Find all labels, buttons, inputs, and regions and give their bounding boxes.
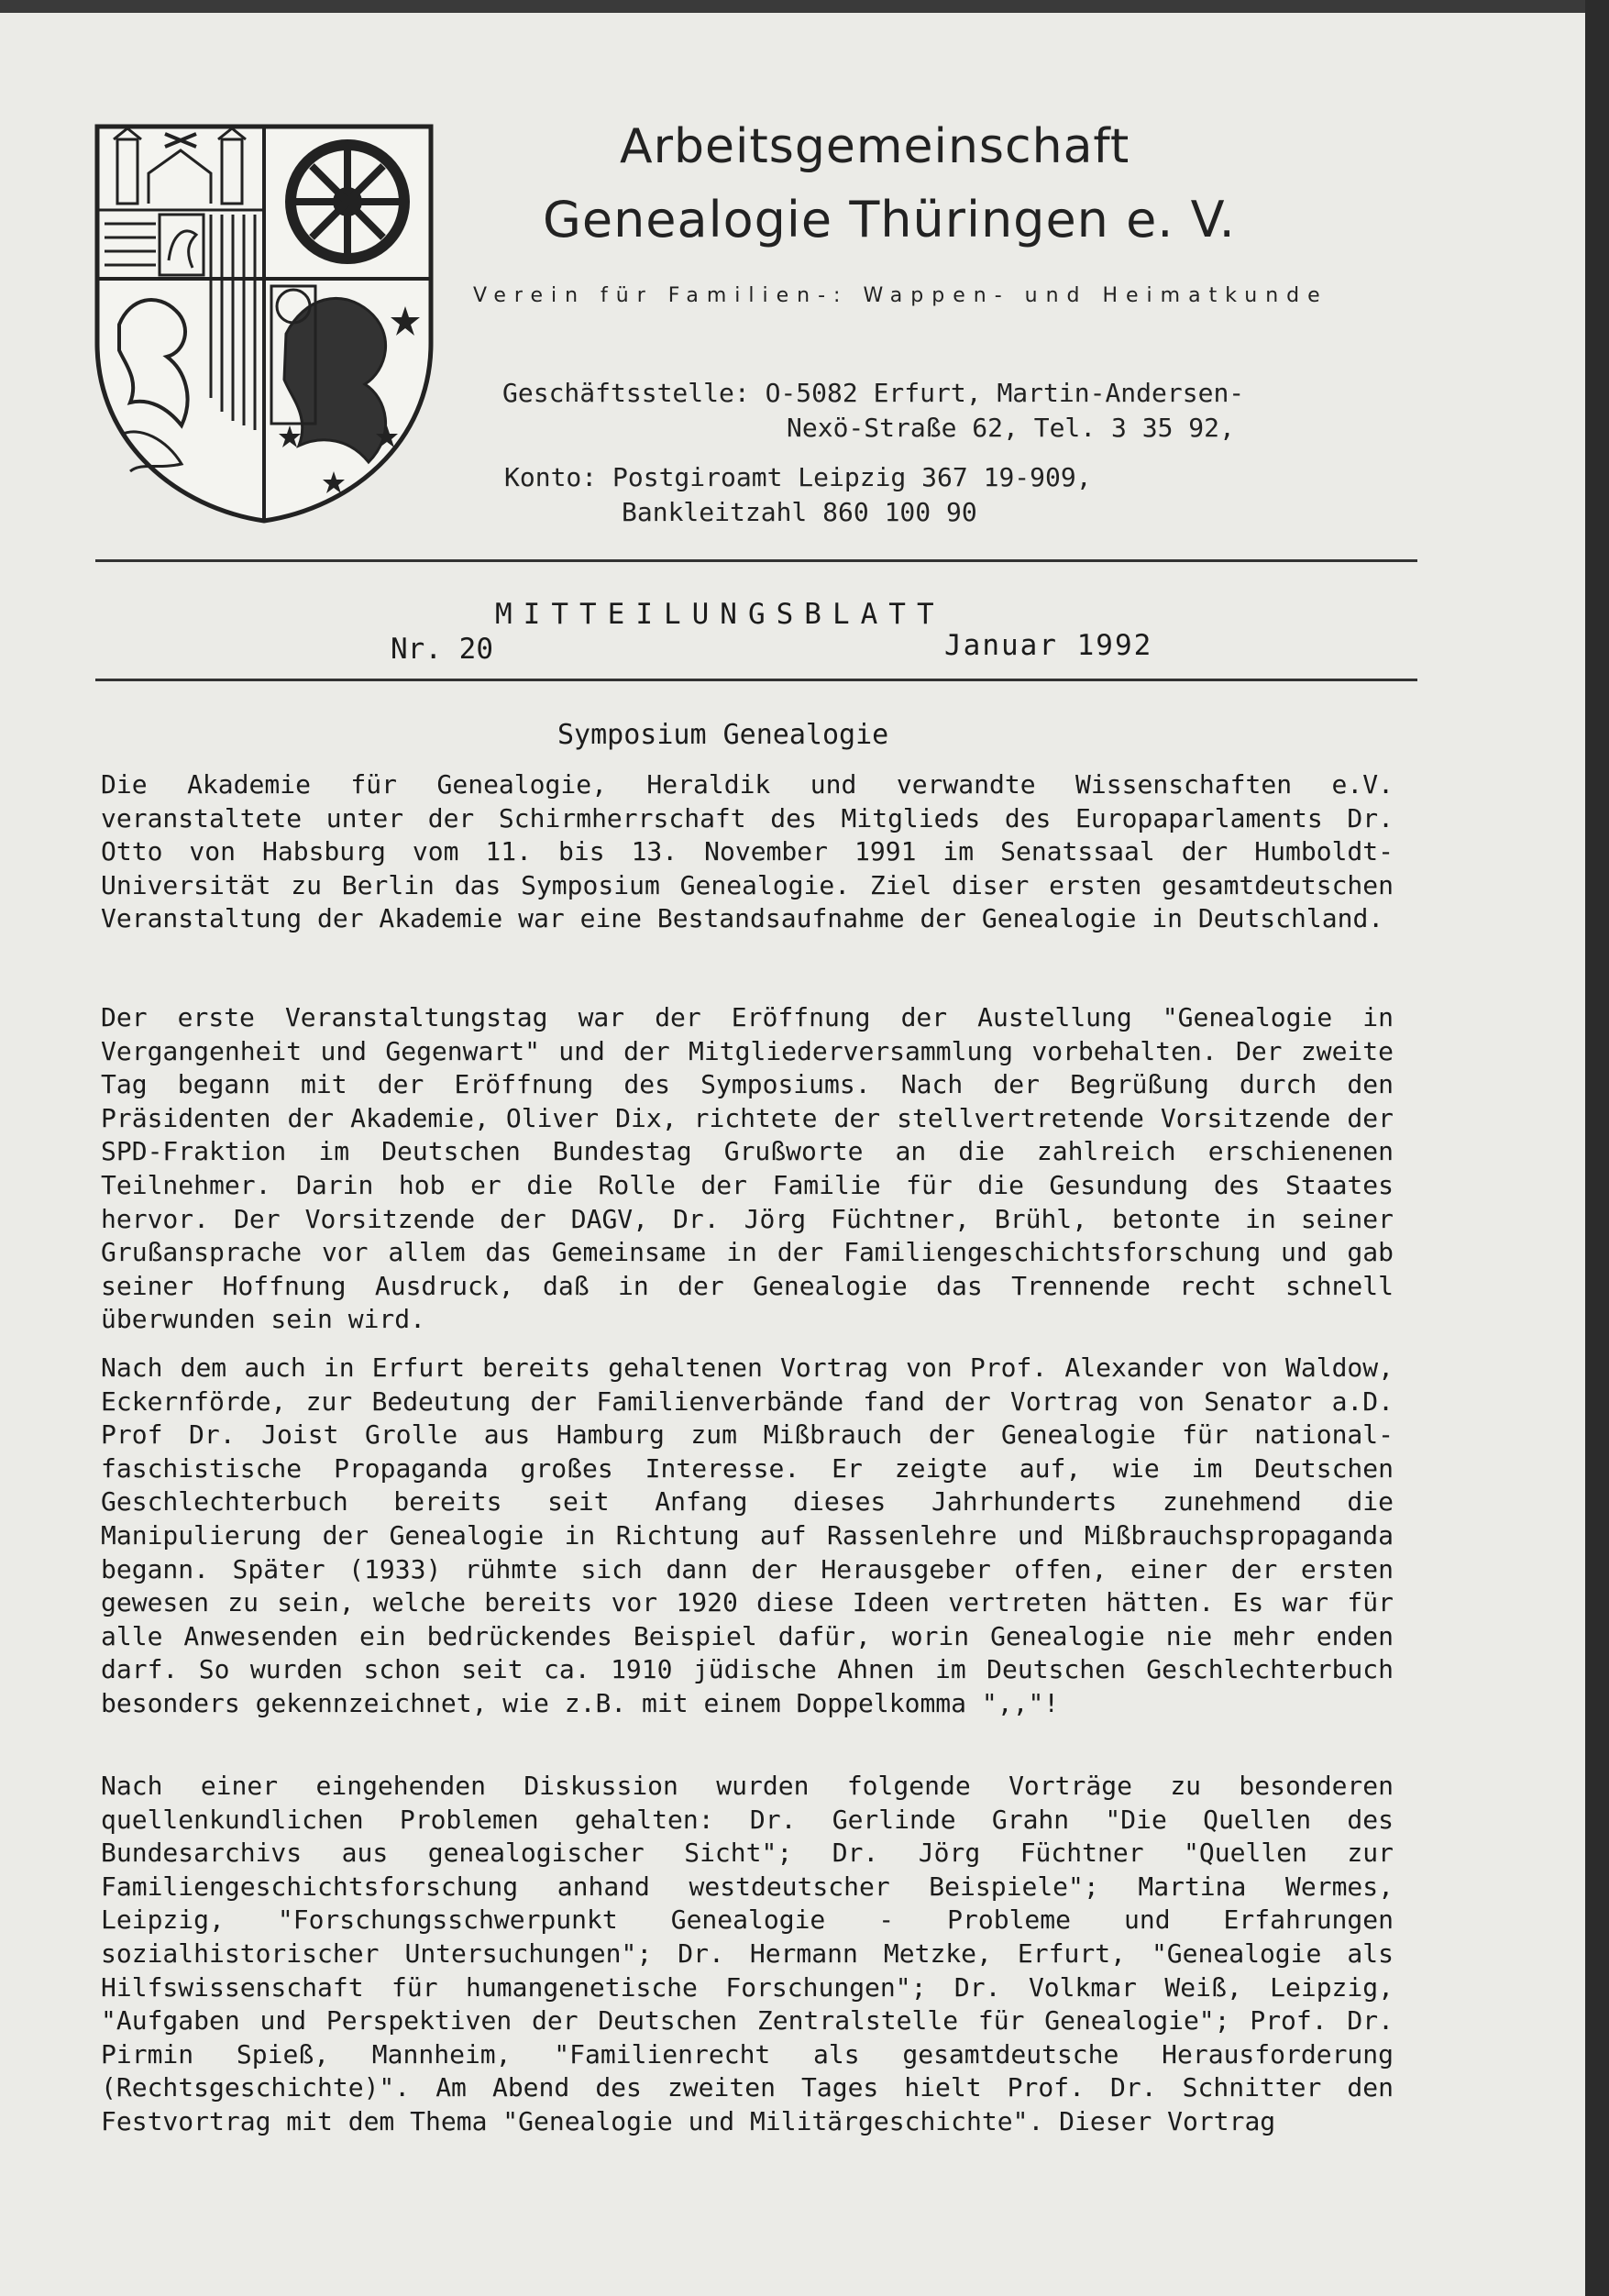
article-paragraph-3: Nach dem auch in Erfurt bereits gehaltenen Vortrag von Prof. Alexander von Waldow, Eckernförde, zur Bedeutung der Familienverbände fand der Vortrag von Senator a.D. Prof Dr. Joist Grolle aus Hamburg zum Mißbrauch der Genealogie für national-faschistische Propaganda großes Interesse. Er zeigte auf, wie im Deutschen Geschlechterbuch bereits seit Anfang dieses Jahrhunderts zunehmend die Manipulierung der Genealogie in Richtung auf Rassenlehre und Mißbrauchspropaganda begann. Später (1933) rühmte sich dann der Herausgeber offen, einer der ersten gewesen zu sein, welche bereits vor 1920 diese Ideen vertreten hätten. Es war für alle Anwesenden ein bedrückendes Beispiel dafür, worin Genealogie nie mehr enden darf. So wurden schon seit ca. 1910 jüdische Ahnen im Deutschen Geschlechterbuch besonders gekennzeichnet, wie z.B. mit einem Doppelkomma ",,"!: [101, 1352, 1394, 1718]
org-tagline: Verein für Familien-: Wappen- und Heimatkunde: [473, 284, 1328, 307]
thuringia-coat-of-arms-icon: [94, 123, 435, 524]
article-paragraph-2: Der erste Veranstaltungstag war der Eröffnung der Austellung "Genealogie in Vergangenheit und Gegenwart" und der Mitgliederversammlung vorbehalten. Der zweite Tag begann mit der Eröffnung des Symposiums. Nach der Begrüßung durch den Präsidenten der Akademie, Oliver Dix, richtete der stellvertretende Vorsitzende der SPD-Fraktion im Deutschen Bundestag Grußworte an die zahlreich erschienenen Teilnehmer. Darin hob er die Rolle der Familie für die Gesundung des Staates hervor. Der Vorsitzende der DAGV, Dr. Jörg Füchtner, Brühl, betonte in seiner Grußansprache vor allem das Gemeinsame in der Familiengeschichtsforschung und gab seiner Hoffnung Ausdruck, daß in der Genealogie das Trennende recht schnell überwunden sein wird.: [101, 1002, 1394, 1335]
org-name-line2: Genealogie Thüringen e. V.: [543, 191, 1236, 248]
issue-date: Januar 1992: [944, 629, 1153, 662]
header-divider: [95, 559, 1417, 562]
article-paragraph-4: Nach einer eingehenden Diskussion wurden folgende Vorträge zu besonderen quellenkundlichen Problemen gehalten: Dr. Gerlinde Grahn "Die Quellen des Bundesarchivs aus genealogischer Sicht"; Dr. Jörg Füchtner "Quellen zur Familiengeschichtsforschung anhand westdeutscher Beispiele"; Martina Wermes, Leipzig, "Forschungsschwerpunkt Genealogie - Probleme und Erfahrungen sozialhistorischer Untersuchungen"; Dr. Hermann Metzke, Erfurt, "Genealogie als Hilfswissenschaft für humangenetische Forschungen"; Dr. Volkmar Weiß, Leipzig, "Aufgaben und Perspektiven der Deutschen Zentralstelle für Genealogie"; Prof. Dr. Pirmin Spieß, Mannheim, "Familienrecht als gesamtdeutsche Herausforderung (Rechtsgeschichte)". Am Abend des zweiten Tages hielt Prof. Dr. Schnitter den Festvortrag mit dem Thema "Genealogie und Militärgeschichte". Dieser Vortrag: [101, 1771, 1394, 2136]
masthead-divider: [95, 679, 1417, 681]
masthead-title: MITTEILUNGSBLATT: [495, 598, 945, 631]
article-paragraph-1: Die Akademie für Genealogie, Heraldik und verwandte Wissenschaften e.V. veranstaltete unter der Schirmherrschaft des Mitglieds des Europaparlaments Dr. Otto von Habsburg vom 11. bis 13. November 1991 im Senatssaal der Humboldt-Universität zu Berlin das Symposium Genealogie. Ziel diser ersten gesamtdeutschen Veranstaltung der Akademie war eine Bestandsaufnahme der Genealogie in Deutschland.: [101, 769, 1394, 934]
scan-right-border: [1585, 0, 1609, 2296]
address-line1: Geschäftsstelle: O-5082 Erfurt, Martin-Andersen-: [502, 378, 1245, 408]
address-line2: Nexö-Straße 62, Tel. 3 35 92,: [787, 413, 1235, 443]
account-line1: Konto: Postgiroamt Leipzig 367 19-909,: [504, 462, 1092, 492]
article-title: Symposium Genealogie: [557, 719, 889, 751]
scan-top-border: [0, 0, 1609, 13]
account-line2: Bankleitzahl 860 100 90: [622, 497, 977, 527]
issue-number: Nr. 20: [391, 633, 493, 666]
org-name-line1: Arbeitsgemeinschaft: [620, 119, 1130, 174]
